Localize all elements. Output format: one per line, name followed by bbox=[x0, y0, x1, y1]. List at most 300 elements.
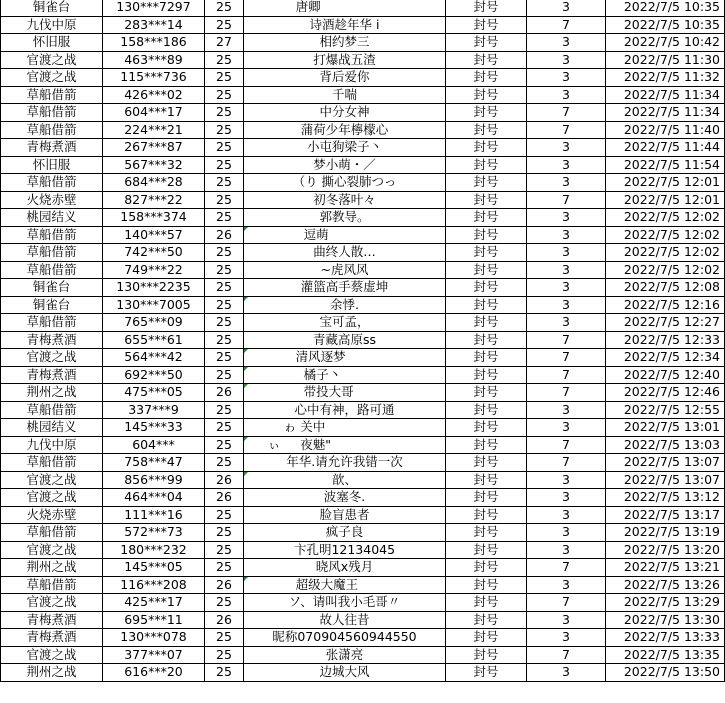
level-cell[interactable]: 25 bbox=[205, 16, 244, 34]
server-cell[interactable]: 荆州之战 bbox=[1, 384, 103, 402]
nickname-cell[interactable]: 小屯狗梁子丶 bbox=[244, 139, 446, 157]
phone-cell[interactable]: 758***47 bbox=[103, 454, 205, 472]
nickname-cell[interactable]: 边城大风 bbox=[244, 664, 446, 682]
action-cell[interactable]: 封号 bbox=[446, 384, 527, 402]
nickname-cell[interactable]: ソ、请叫我小毛哥〃 bbox=[244, 594, 446, 612]
timestamp-cell[interactable]: 2022/7/5 12:34 bbox=[606, 349, 725, 367]
timestamp-cell[interactable]: 2022/7/5 11:32 bbox=[606, 69, 725, 87]
ban-days-cell[interactable]: 3 bbox=[527, 576, 606, 594]
phone-cell[interactable]: 742***50 bbox=[103, 244, 205, 262]
action-cell[interactable]: 封号 bbox=[446, 51, 527, 69]
ban-days-cell[interactable]: 3 bbox=[527, 296, 606, 314]
table-row bbox=[1, 419, 725, 437]
nickname-cell[interactable]: 相约梦三 bbox=[244, 34, 446, 52]
phone-cell[interactable]: 267***87 bbox=[103, 139, 205, 157]
ban-days-cell[interactable]: 3 bbox=[527, 489, 606, 507]
timestamp-cell[interactable]: 2022/7/5 11:44 bbox=[606, 139, 725, 157]
server-cell[interactable]: 草船借箭 bbox=[1, 261, 103, 279]
phone-cell[interactable]: 145***05 bbox=[103, 559, 205, 577]
level-cell[interactable]: 25 bbox=[205, 664, 244, 682]
level-cell[interactable]: 25 bbox=[205, 436, 244, 454]
level-cell[interactable]: 25 bbox=[205, 349, 244, 367]
ban-days-cell[interactable]: 3 bbox=[527, 69, 606, 87]
level-cell[interactable]: 25 bbox=[205, 104, 244, 122]
level-cell[interactable]: 25 bbox=[205, 419, 244, 437]
action-cell[interactable]: 封号 bbox=[446, 419, 527, 437]
timestamp-cell[interactable]: 2022/7/5 12:16 bbox=[606, 296, 725, 314]
phone-cell[interactable]: 130***7297 bbox=[103, 0, 205, 16]
phone-cell[interactable]: 158***374 bbox=[103, 209, 205, 227]
nickname-cell[interactable]: 昵称070904560944550 bbox=[244, 629, 446, 647]
phone-cell[interactable]: 426***02 bbox=[103, 86, 205, 104]
server-cell[interactable]: 铜雀台 bbox=[1, 279, 103, 297]
action-cell[interactable]: 封号 bbox=[446, 261, 527, 279]
nickname-cell[interactable]: 晓风x残月 bbox=[244, 559, 446, 577]
level-cell[interactable]: 25 bbox=[205, 261, 244, 279]
level-cell[interactable]: 25 bbox=[205, 156, 244, 174]
ban-days-cell[interactable]: 7 bbox=[527, 16, 606, 34]
phone-cell[interactable]: 616***20 bbox=[103, 664, 205, 682]
ban-days-cell[interactable]: 7 bbox=[527, 104, 606, 122]
phone-cell[interactable]: 115***736 bbox=[103, 69, 205, 87]
level-cell[interactable]: 25 bbox=[205, 209, 244, 227]
table-row bbox=[1, 314, 725, 332]
server-cell[interactable]: 火烧赤壁 bbox=[1, 506, 103, 524]
phone-cell[interactable]: 425***17 bbox=[103, 594, 205, 612]
server-cell[interactable]: 草船借箭 bbox=[1, 86, 103, 104]
table-row bbox=[1, 366, 725, 384]
nickname-cell[interactable]: 唐卿 bbox=[244, 0, 446, 16]
timestamp-cell[interactable]: 2022/7/5 11:40 bbox=[606, 121, 725, 139]
nickname-cell[interactable]: 脸盲患者 bbox=[244, 506, 446, 524]
phone-cell[interactable]: 827***22 bbox=[103, 191, 205, 209]
timestamp-cell[interactable]: 2022/7/5 11:34 bbox=[606, 104, 725, 122]
level-cell[interactable]: 26 bbox=[205, 471, 244, 489]
server-cell[interactable]: 草船借箭 bbox=[1, 524, 103, 542]
nickname-cell[interactable]: 青藏高原ss bbox=[244, 331, 446, 349]
action-cell[interactable]: 封号 bbox=[446, 366, 527, 384]
nickname-cell[interactable]: 带投大哥 bbox=[244, 384, 446, 402]
nickname-cell[interactable]: 张潇亮 bbox=[244, 646, 446, 664]
timestamp-cell[interactable]: 2022/7/5 13:07 bbox=[606, 454, 725, 472]
server-cell[interactable]: 九伐中原 bbox=[1, 16, 103, 34]
timestamp-cell[interactable]: 2022/7/5 12:55 bbox=[606, 401, 725, 419]
ban-days-cell[interactable]: 3 bbox=[527, 244, 606, 262]
timestamp-cell[interactable]: 2022/7/5 11:30 bbox=[606, 51, 725, 69]
ban-days-cell[interactable]: 3 bbox=[527, 226, 606, 244]
nickname-cell[interactable]: 中分女神 bbox=[244, 104, 446, 122]
phone-cell[interactable]: 145***33 bbox=[103, 419, 205, 437]
server-cell[interactable]: 怀旧服 bbox=[1, 156, 103, 174]
phone-cell[interactable]: 655***61 bbox=[103, 331, 205, 349]
server-cell[interactable]: 铜雀台 bbox=[1, 296, 103, 314]
server-cell[interactable]: 官渡之战 bbox=[1, 594, 103, 612]
server-cell[interactable]: 青梅煮酒 bbox=[1, 611, 103, 629]
action-cell[interactable]: 封号 bbox=[446, 69, 527, 87]
level-cell[interactable]: 25 bbox=[205, 314, 244, 332]
ban-days-cell[interactable]: 3 bbox=[527, 279, 606, 297]
ban-days-cell[interactable]: 3 bbox=[527, 524, 606, 542]
server-cell[interactable]: 官渡之战 bbox=[1, 51, 103, 69]
ban-days-cell[interactable]: 3 bbox=[527, 471, 606, 489]
action-cell[interactable]: 封号 bbox=[446, 191, 527, 209]
level-cell[interactable]: 25 bbox=[205, 331, 244, 349]
phone-cell[interactable]: 604*** bbox=[103, 436, 205, 454]
action-cell[interactable]: 封号 bbox=[446, 121, 527, 139]
timestamp-cell[interactable]: 2022/7/5 12:27 bbox=[606, 314, 725, 332]
phone-cell[interactable]: 604***17 bbox=[103, 104, 205, 122]
level-cell[interactable]: 26 bbox=[205, 489, 244, 507]
timestamp-cell[interactable]: 2022/7/5 13:21 bbox=[606, 559, 725, 577]
level-cell[interactable]: 25 bbox=[205, 121, 244, 139]
action-cell[interactable]: 封号 bbox=[446, 629, 527, 647]
action-cell[interactable]: 封号 bbox=[446, 34, 527, 52]
phone-cell[interactable]: 158***186 bbox=[103, 34, 205, 52]
phone-cell[interactable]: 283***14 bbox=[103, 16, 205, 34]
ban-days-cell[interactable]: 7 bbox=[527, 349, 606, 367]
table-row bbox=[1, 0, 725, 16]
server-cell[interactable]: 火烧赤壁 bbox=[1, 191, 103, 209]
server-cell[interactable]: 草船借箭 bbox=[1, 226, 103, 244]
action-cell[interactable]: 封号 bbox=[446, 524, 527, 542]
ban-days-cell[interactable]: 7 bbox=[527, 454, 606, 472]
timestamp-cell[interactable]: 2022/7/5 13:12 bbox=[606, 489, 725, 507]
table-row bbox=[1, 436, 725, 454]
server-cell[interactable]: 青梅煮酒 bbox=[1, 139, 103, 157]
nickname-cell[interactable]: 余悸. bbox=[244, 296, 446, 314]
ban-days-cell[interactable]: 3 bbox=[527, 419, 606, 437]
ban-days-cell[interactable]: 3 bbox=[527, 139, 606, 157]
server-cell[interactable]: 官渡之战 bbox=[1, 349, 103, 367]
action-cell[interactable]: 封号 bbox=[446, 489, 527, 507]
level-cell[interactable]: 27 bbox=[205, 34, 244, 52]
ban-days-cell[interactable]: 3 bbox=[527, 34, 606, 52]
action-cell[interactable]: 封号 bbox=[446, 401, 527, 419]
level-cell[interactable]: 26 bbox=[205, 576, 244, 594]
phone-cell[interactable]: 224***21 bbox=[103, 121, 205, 139]
ban-days-cell[interactable]: 3 bbox=[527, 0, 606, 16]
ban-days-cell[interactable]: 3 bbox=[527, 314, 606, 332]
action-cell[interactable]: 封号 bbox=[446, 226, 527, 244]
ban-days-cell[interactable]: 3 bbox=[527, 86, 606, 104]
timestamp-cell[interactable]: 2022/7/5 10:42 bbox=[606, 34, 725, 52]
level-cell[interactable]: 25 bbox=[205, 69, 244, 87]
phone-cell[interactable]: 684***28 bbox=[103, 174, 205, 192]
ban-days-cell[interactable]: 3 bbox=[527, 156, 606, 174]
ban-days-cell[interactable]: 3 bbox=[527, 629, 606, 647]
timestamp-cell[interactable]: 2022/7/5 13:01 bbox=[606, 419, 725, 437]
table-row bbox=[1, 664, 725, 682]
timestamp-cell[interactable]: 2022/7/5 12:02 bbox=[606, 209, 725, 227]
nickname-cell[interactable]: 橘子丶 bbox=[244, 366, 446, 384]
server-cell[interactable]: 官渡之战 bbox=[1, 541, 103, 559]
action-cell[interactable]: 封号 bbox=[446, 314, 527, 332]
phone-cell[interactable]: 695***11 bbox=[103, 611, 205, 629]
level-cell[interactable]: 25 bbox=[205, 279, 244, 297]
nickname-cell[interactable]: 宝可孟， bbox=[244, 314, 446, 332]
table-row bbox=[1, 139, 725, 157]
level-cell[interactable]: 25 bbox=[205, 646, 244, 664]
server-cell[interactable]: 桃园结义 bbox=[1, 209, 103, 227]
table-row bbox=[1, 261, 725, 279]
action-cell[interactable]: 封号 bbox=[446, 331, 527, 349]
ban-days-cell[interactable]: 7 bbox=[527, 191, 606, 209]
nickname-cell[interactable]: 梦小萌・／ bbox=[244, 156, 446, 174]
table-row bbox=[1, 69, 725, 87]
timestamp-cell[interactable]: 2022/7/5 10:35 bbox=[606, 16, 725, 34]
nickname-cell[interactable]: 故人往昔 bbox=[244, 611, 446, 629]
level-cell[interactable]: 26 bbox=[205, 226, 244, 244]
level-cell[interactable]: 25 bbox=[205, 51, 244, 69]
server-cell[interactable]: 荆州之战 bbox=[1, 664, 103, 682]
timestamp-cell[interactable]: 2022/7/5 12:46 bbox=[606, 384, 725, 402]
server-cell[interactable]: 官渡之战 bbox=[1, 471, 103, 489]
action-cell[interactable]: 封号 bbox=[446, 174, 527, 192]
ban-days-cell[interactable]: 7 bbox=[527, 384, 606, 402]
nickname-cell[interactable]: 打爆战五渣 bbox=[244, 51, 446, 69]
action-cell[interactable]: 封号 bbox=[446, 86, 527, 104]
nickname-cell[interactable]: 卞孔明12134045 bbox=[244, 541, 446, 559]
timestamp-cell[interactable]: 2022/7/5 11:34 bbox=[606, 86, 725, 104]
nickname-cell[interactable]: 蒲荷少年檸檬心 bbox=[244, 121, 446, 139]
nickname-cell[interactable]: ~虎风风 bbox=[244, 261, 446, 279]
ban-days-cell[interactable]: 7 bbox=[527, 559, 606, 577]
action-cell[interactable]: 封号 bbox=[446, 454, 527, 472]
nickname-cell[interactable]: 诗酒趁年华 i bbox=[244, 16, 446, 34]
nickname-cell[interactable]: ぃ 夜魅" bbox=[244, 436, 446, 454]
server-cell[interactable]: 官渡之战 bbox=[1, 489, 103, 507]
level-cell[interactable]: 25 bbox=[205, 454, 244, 472]
nickname-cell[interactable]: 曲终人散… bbox=[244, 244, 446, 262]
level-cell[interactable]: 25 bbox=[205, 524, 244, 542]
ban-days-cell[interactable]: 7 bbox=[527, 436, 606, 454]
level-cell[interactable]: 25 bbox=[205, 506, 244, 524]
action-cell[interactable]: 封号 bbox=[446, 576, 527, 594]
timestamp-cell[interactable]: 2022/7/5 13:35 bbox=[606, 646, 725, 664]
timestamp-cell[interactable]: 2022/7/5 12:33 bbox=[606, 331, 725, 349]
action-cell[interactable]: 封号 bbox=[446, 471, 527, 489]
level-cell[interactable]: 25 bbox=[205, 0, 244, 16]
server-cell[interactable]: 怀旧服 bbox=[1, 34, 103, 52]
action-cell[interactable]: 封号 bbox=[446, 611, 527, 629]
timestamp-cell[interactable]: 2022/7/5 12:02 bbox=[606, 244, 725, 262]
ban-days-cell[interactable]: 7 bbox=[527, 331, 606, 349]
action-cell[interactable]: 封号 bbox=[446, 506, 527, 524]
nickname-cell[interactable]: ゎ 关中 bbox=[244, 419, 446, 437]
server-cell[interactable]: 青梅煮酒 bbox=[1, 331, 103, 349]
nickname-cell[interactable]: 波塞冬. bbox=[244, 489, 446, 507]
nickname-cell[interactable]: 年华.请允许我错一次 bbox=[244, 454, 446, 472]
timestamp-cell[interactable]: 2022/7/5 12:02 bbox=[606, 261, 725, 279]
ban-days-cell[interactable]: 3 bbox=[527, 174, 606, 192]
timestamp-cell[interactable]: 2022/7/5 11:54 bbox=[606, 156, 725, 174]
phone-cell[interactable]: 111***16 bbox=[103, 506, 205, 524]
table-row bbox=[1, 86, 725, 104]
server-cell[interactable]: 青梅煮酒 bbox=[1, 629, 103, 647]
level-cell[interactable]: 25 bbox=[205, 86, 244, 104]
phone-cell[interactable]: 475***05 bbox=[103, 384, 205, 402]
table-row bbox=[1, 506, 725, 524]
phone-cell[interactable]: 572***73 bbox=[103, 524, 205, 542]
level-cell[interactable]: 26 bbox=[205, 611, 244, 629]
action-cell[interactable]: 封号 bbox=[446, 279, 527, 297]
action-cell[interactable]: 封号 bbox=[446, 209, 527, 227]
action-cell[interactable]: 封号 bbox=[446, 541, 527, 559]
action-cell[interactable]: 封号 bbox=[446, 646, 527, 664]
server-cell[interactable]: 铜雀台 bbox=[1, 0, 103, 16]
table-row bbox=[1, 611, 725, 629]
timestamp-cell[interactable]: 2022/7/5 13:26 bbox=[606, 576, 725, 594]
nickname-cell[interactable]: 灌篮高手蔡虚坤 bbox=[244, 279, 446, 297]
phone-cell[interactable]: 567***32 bbox=[103, 156, 205, 174]
level-cell[interactable]: 25 bbox=[205, 296, 244, 314]
nickname-cell[interactable]: （り 撕心裂肺つっ bbox=[244, 174, 446, 192]
ban-days-cell[interactable]: 7 bbox=[527, 366, 606, 384]
table-row bbox=[1, 331, 725, 349]
action-cell[interactable]: 封号 bbox=[446, 139, 527, 157]
timestamp-cell[interactable]: 2022/7/5 12:01 bbox=[606, 191, 725, 209]
phone-cell[interactable]: 377***07 bbox=[103, 646, 205, 664]
level-cell[interactable]: 25 bbox=[205, 191, 244, 209]
ban-days-cell[interactable]: 3 bbox=[527, 261, 606, 279]
level-cell[interactable]: 26 bbox=[205, 384, 244, 402]
table-row bbox=[1, 489, 725, 507]
action-cell[interactable]: 封号 bbox=[446, 16, 527, 34]
level-cell[interactable]: 25 bbox=[205, 401, 244, 419]
level-cell[interactable]: 25 bbox=[205, 139, 244, 157]
timestamp-cell[interactable]: 2022/7/5 12:40 bbox=[606, 366, 725, 384]
phone-cell[interactable]: 130***078 bbox=[103, 629, 205, 647]
nickname-cell[interactable]: 背后爱你 bbox=[244, 69, 446, 87]
server-cell[interactable]: 草船借箭 bbox=[1, 314, 103, 332]
nickname-cell[interactable]: 超级大魔王 bbox=[244, 576, 446, 594]
table-row bbox=[1, 629, 725, 647]
level-cell[interactable]: 25 bbox=[205, 541, 244, 559]
ban-days-cell[interactable]: 3 bbox=[527, 541, 606, 559]
server-cell[interactable]: 草船借箭 bbox=[1, 174, 103, 192]
timestamp-cell[interactable]: 2022/7/5 13:20 bbox=[606, 541, 725, 559]
table-row bbox=[1, 279, 725, 297]
nickname-cell[interactable]: 清风逐梦 bbox=[244, 349, 446, 367]
level-cell[interactable]: 25 bbox=[205, 559, 244, 577]
ban-days-cell[interactable]: 3 bbox=[527, 401, 606, 419]
action-cell[interactable]: 封号 bbox=[446, 559, 527, 577]
action-cell[interactable]: 封号 bbox=[446, 296, 527, 314]
phone-cell[interactable]: 856***99 bbox=[103, 471, 205, 489]
phone-cell[interactable]: 464***04 bbox=[103, 489, 205, 507]
phone-cell[interactable]: 692***50 bbox=[103, 366, 205, 384]
ban-days-cell[interactable]: 3 bbox=[527, 51, 606, 69]
action-cell[interactable]: 封号 bbox=[446, 349, 527, 367]
server-cell[interactable]: 官渡之战 bbox=[1, 646, 103, 664]
timestamp-cell[interactable]: 2022/7/5 13:30 bbox=[606, 611, 725, 629]
phone-cell[interactable]: 337***9 bbox=[103, 401, 205, 419]
phone-cell[interactable]: 130***2235 bbox=[103, 279, 205, 297]
phone-cell[interactable]: 765***09 bbox=[103, 314, 205, 332]
ban-days-cell[interactable]: 3 bbox=[527, 506, 606, 524]
table-row bbox=[1, 471, 725, 489]
table-row bbox=[1, 34, 725, 52]
timestamp-cell[interactable]: 2022/7/5 13:33 bbox=[606, 629, 725, 647]
nickname-cell[interactable]: 逗萌 bbox=[244, 226, 446, 244]
action-cell[interactable]: 封号 bbox=[446, 244, 527, 262]
timestamp-cell[interactable]: 2022/7/5 13:07 bbox=[606, 471, 725, 489]
action-cell[interactable]: 封号 bbox=[446, 436, 527, 454]
server-cell[interactable]: 草船借箭 bbox=[1, 244, 103, 262]
table-row bbox=[1, 401, 725, 419]
action-cell[interactable]: 封号 bbox=[446, 664, 527, 682]
nickname-cell[interactable]: 千喘 bbox=[244, 86, 446, 104]
nickname-cell[interactable]: 初冬落叶々 bbox=[244, 191, 446, 209]
nickname-cell[interactable]: 郭教导。 bbox=[244, 209, 446, 227]
table-row bbox=[1, 104, 725, 122]
phone-cell[interactable]: 749***22 bbox=[103, 261, 205, 279]
action-cell[interactable]: 封号 bbox=[446, 0, 527, 16]
server-cell[interactable]: 官渡之战 bbox=[1, 69, 103, 87]
phone-cell[interactable]: 564***42 bbox=[103, 349, 205, 367]
table-row bbox=[1, 51, 725, 69]
timestamp-cell[interactable]: 2022/7/5 12:02 bbox=[606, 226, 725, 244]
server-cell[interactable]: 青梅煮酒 bbox=[1, 366, 103, 384]
timestamp-cell[interactable]: 2022/7/5 13:19 bbox=[606, 524, 725, 542]
timestamp-cell[interactable]: 2022/7/5 10:35 bbox=[606, 0, 725, 16]
timestamp-cell[interactable]: 2022/7/5 12:08 bbox=[606, 279, 725, 297]
phone-cell[interactable]: 116***208 bbox=[103, 576, 205, 594]
timestamp-cell[interactable]: 2022/7/5 13:03 bbox=[606, 436, 725, 454]
server-cell[interactable]: 草船借箭 bbox=[1, 104, 103, 122]
timestamp-cell[interactable]: 2022/7/5 13:17 bbox=[606, 506, 725, 524]
ban-days-cell[interactable]: 7 bbox=[527, 646, 606, 664]
level-cell[interactable]: 25 bbox=[205, 174, 244, 192]
timestamp-cell[interactable]: 2022/7/5 13:50 bbox=[606, 664, 725, 682]
phone-cell[interactable]: 130***7005 bbox=[103, 296, 205, 314]
ban-days-cell[interactable]: 3 bbox=[527, 209, 606, 227]
server-cell[interactable]: 荆州之战 bbox=[1, 559, 103, 577]
server-cell[interactable]: 草船借箭 bbox=[1, 401, 103, 419]
ban-days-cell[interactable]: 7 bbox=[527, 594, 606, 612]
timestamp-cell[interactable]: 2022/7/5 13:29 bbox=[606, 594, 725, 612]
action-cell[interactable]: 封号 bbox=[446, 594, 527, 612]
server-cell[interactable]: 桃园结义 bbox=[1, 419, 103, 437]
nickname-cell[interactable]: 歆、 bbox=[244, 471, 446, 489]
server-cell[interactable]: 九伐中原 bbox=[1, 436, 103, 454]
action-cell[interactable]: 封号 bbox=[446, 104, 527, 122]
table-row bbox=[1, 244, 725, 262]
level-cell[interactable]: 25 bbox=[205, 629, 244, 647]
level-cell[interactable]: 25 bbox=[205, 366, 244, 384]
table-row bbox=[1, 646, 725, 664]
phone-cell[interactable]: 140***57 bbox=[103, 226, 205, 244]
ban-days-cell[interactable]: 7 bbox=[527, 121, 606, 139]
action-cell[interactable]: 封号 bbox=[446, 156, 527, 174]
ban-days-cell[interactable]: 3 bbox=[527, 664, 606, 682]
table-row bbox=[1, 454, 725, 472]
ban-days-cell[interactable]: 3 bbox=[527, 611, 606, 629]
timestamp-cell[interactable]: 2022/7/5 12:01 bbox=[606, 174, 725, 192]
table-row bbox=[1, 191, 725, 209]
phone-cell[interactable]: 463***89 bbox=[103, 51, 205, 69]
nickname-cell[interactable]: 心中有神，路可通 bbox=[244, 401, 446, 419]
nickname-cell[interactable]: 疯子良 bbox=[244, 524, 446, 542]
phone-cell[interactable]: 180***232 bbox=[103, 541, 205, 559]
server-cell[interactable]: 草船借箭 bbox=[1, 121, 103, 139]
table-row bbox=[1, 174, 725, 192]
server-cell[interactable]: 草船借箭 bbox=[1, 576, 103, 594]
table-row bbox=[1, 16, 725, 34]
level-cell[interactable]: 25 bbox=[205, 594, 244, 612]
server-cell[interactable]: 草船借箭 bbox=[1, 454, 103, 472]
level-cell[interactable]: 25 bbox=[205, 244, 244, 262]
